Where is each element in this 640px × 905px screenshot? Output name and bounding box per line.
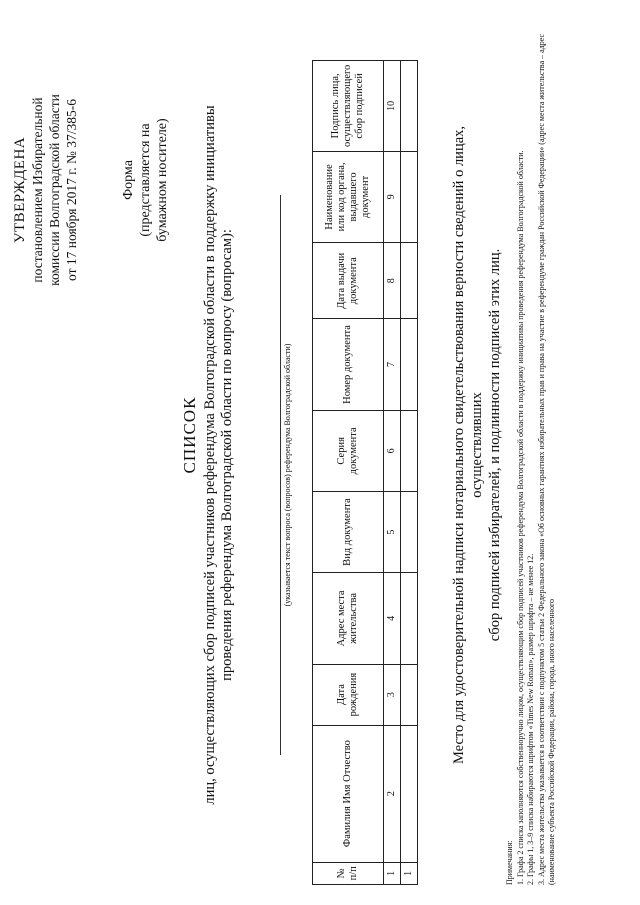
collectors-table [312,60,418,885]
approval-line-2: комиссии Волгоградской области [47,94,62,286]
column-number: 10 [384,61,401,152]
form-label [120,95,171,265]
cell-signature [401,61,418,152]
notary-line-1: Место для удостоверительной надписи нотариального свидетельствования верности сведений о лицах, осуществлявших [451,125,485,765]
column-number: 6 [384,410,401,491]
approval-heading: УТВЕРЖДЕНА [12,136,28,244]
cell-doc-series [401,410,418,491]
header-birth-date: Дата рождения [313,664,384,725]
header-doc-number: Номер документа [313,319,384,410]
header-issue-date: Дата выдачи документа [313,243,384,319]
column-number: 8 [384,243,401,319]
note-1: 1. Графа 2 списка заполняются собственноручно лицом, осуществляющим сбор подписей участников референдума Волгоградской области в поддержку инициативы проведения референдума Волгоградской области. [515,150,525,885]
notes-section [505,25,558,885]
header-address: Адрес места жительства [313,573,384,664]
approval-line-1: постановлением Избирательной [30,97,45,283]
subtitle-line-2: проведения референдума Волгоградской области по вопросу (вопросам): [219,229,235,681]
document-title: СПИСОК [180,396,199,474]
table-row [401,61,418,885]
note-2: 2. Графы 1, 3–9 списка набираются шрифтом «Times New Roman», размер шрифта – не менее 12. [526,553,535,885]
form-note: (представляется на бумажном носителе) [138,118,170,242]
cell-address [401,573,418,664]
header-issuer: Наименование или код органа, выдавшего документ [313,151,384,242]
question-underline [280,195,281,755]
header-doc-type: Вид документа [313,491,384,572]
column-number: 5 [384,491,401,572]
column-number: 1 [384,862,401,884]
column-number: 9 [384,151,401,242]
notary-line-2: сбор подписей избирателей, и подлинности подписей этих лиц. [487,248,503,642]
header-doc-series: Серия документа [313,410,384,491]
cell-issue-date [401,243,418,319]
approval-stamp [12,50,80,330]
column-number: 3 [384,664,401,725]
row-number: 1 [401,862,418,884]
approval-line-3: от 17 ноября 2017 г. № 37/385-6 [64,99,79,281]
column-number-row [384,61,401,885]
note-3: 3. Адрес места жительства указывается в соответствии с подпунктом 5 статьи 2 Федерального закона «Об основных гарантиях избирательных прав и права на участие в референдуме граждан Российской Федерации» (адрес места жительства – адрес (наименование субъекта Российской Федерации, района, города, иного населенного [536,33,556,885]
document-subtitle [202,95,236,815]
notes-heading: Примечания: [505,840,514,885]
subtitle-line-1: лиц, осуществляющих сбор подписей участников референдума Волгоградской области в поддержку инициативы [202,105,218,805]
cell-birth-date [401,664,418,725]
form-label-text: Форма [121,160,136,200]
table-header-row [313,61,384,885]
column-number: 7 [384,319,401,410]
header-full-name: Фамилия Имя Отчество [313,725,384,862]
cell-issuer [401,151,418,242]
notary-section [450,85,504,805]
header-number: № п/п [313,862,384,884]
question-caption: (указывается текст вопроса (вопросов) референдума Волгоградской области) [283,343,292,607]
cell-doc-type [401,491,418,572]
cell-doc-number [401,319,418,410]
column-number: 2 [384,725,401,862]
cell-full-name [401,725,418,862]
column-number: 4 [384,573,401,664]
header-signature: Подпись лица, осуществляющего сбор подписей [313,61,384,152]
